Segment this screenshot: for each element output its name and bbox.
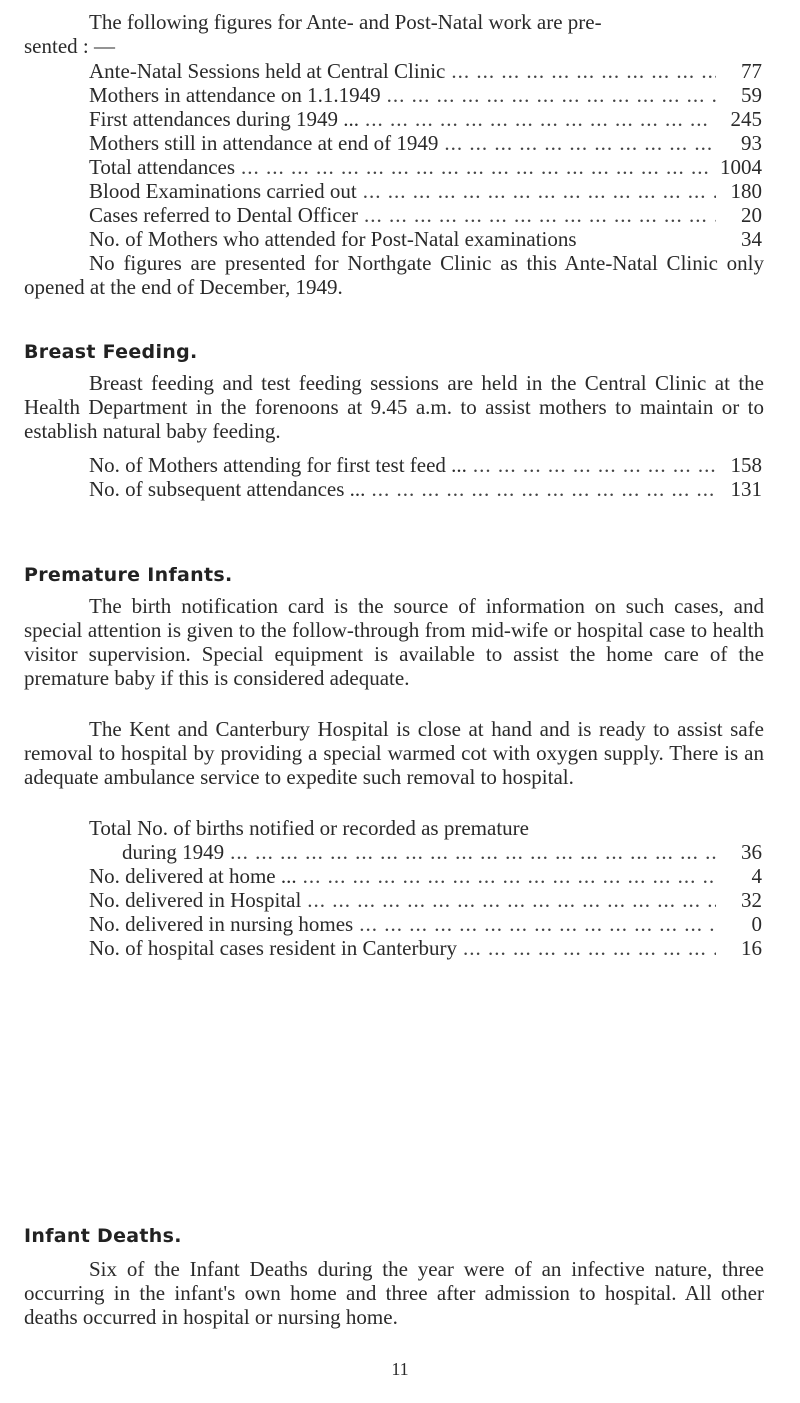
row-label: during 1949 (122, 840, 225, 864)
dot-leader (359, 912, 716, 936)
row-label: Blood Examinations carried out (89, 179, 357, 203)
dot-leader (364, 203, 716, 227)
antenatal-row (89, 83, 762, 107)
premature-total-label: Total No. of births notified or recorded as premature (89, 816, 529, 840)
row-value: 32 (741, 888, 762, 912)
dot-leader (365, 107, 716, 131)
row-label: Mothers still in attendance at end of 1949 (89, 131, 439, 155)
row-label: No. delivered in Hospital (89, 888, 302, 912)
row-value: 4 (751, 864, 762, 888)
antenatal-intro (24, 10, 764, 58)
row-value: 0 (751, 912, 762, 936)
row-label: No. of Mothers who attended for Post-Natal examinations (89, 227, 577, 251)
premature-row (89, 840, 762, 864)
row-label: Ante-Natal Sessions held at Central Clinic (89, 59, 446, 83)
row-value: 93 (741, 131, 762, 155)
antenatal-row (89, 155, 762, 179)
dot-leader (463, 936, 716, 960)
row-value: 180 (730, 179, 762, 203)
premature-row (89, 912, 762, 936)
row-value: 34 (741, 227, 762, 251)
dot-leader (303, 864, 716, 888)
row-value: 59 (741, 83, 762, 107)
section-heading-infant-deaths: Infant Deaths. (24, 1225, 182, 1247)
dot-leader (387, 83, 716, 107)
antenatal-row (89, 179, 762, 203)
antenatal-row (89, 227, 762, 251)
row-value: 245 (730, 107, 762, 131)
page-number: 11 (391, 1359, 409, 1379)
section-heading-premature-infants: Premature Infants. (24, 564, 233, 586)
antenatal-row (89, 107, 762, 131)
row-value: 158 (730, 453, 762, 477)
row-value: 1004 (720, 155, 762, 179)
infant-deaths-paragraph: Six of the Infant Deaths during the year were of an infective nature, three occurring in the infant's own home and three after admission to hospital. All other deaths occurred in hospital or nursing home. (24, 1257, 764, 1329)
row-label: Total attendances (89, 155, 236, 179)
row-label: No. delivered at home ... (89, 864, 297, 888)
breast-feeding-paragraph: Breast feeding and test feeding sessions are held in the Central Clinic at the Health Department in the forenoons at 9.45 a.m. to assist mothers to maintain or to establish natural baby feeding. (24, 371, 764, 443)
row-label: First attendances during 1949 ... (89, 107, 360, 131)
row-label: No. of Mothers attending for first test feed ... (89, 453, 467, 477)
premature-row (89, 888, 762, 912)
row-label: Mothers in attendance on 1.1.1949 (89, 83, 381, 107)
premature-row (89, 936, 762, 960)
dot-leader (451, 59, 716, 83)
dot-leader (444, 131, 716, 155)
intro-line-1: The following figures for Ante- and Post-Natal work are pre- (89, 10, 602, 34)
row-label: No. delivered in nursing homes (89, 912, 354, 936)
row-value: 77 (741, 59, 762, 83)
row-value: 131 (730, 477, 762, 501)
antenatal-row (89, 203, 762, 227)
premature-row (89, 864, 762, 888)
premature-paragraph-2: The Kent and Canterbury Hospital is close at hand and is ready to assist safe removal to hospital by providing a special warmed cot with oxygen supply. There is an adequate ambulance service to expedite such removal to hospital. (24, 717, 764, 789)
dot-leader (307, 888, 716, 912)
breast-feeding-row (89, 453, 762, 477)
antenatal-note: No figures are presented for Northgate Clinic as this Ante-Natal Clinic only opened at the end of December, 1949. (24, 251, 764, 299)
dot-leader (371, 477, 716, 501)
intro-line-2: sented : — (24, 34, 115, 58)
row-label: No. of hospital cases resident in Canterbury (89, 936, 457, 960)
dot-leader (241, 155, 714, 179)
dot-leader (363, 179, 716, 203)
row-value: 36 (741, 840, 762, 864)
dot-leader (473, 453, 716, 477)
row-label: Cases referred to Dental Officer (89, 203, 358, 227)
premature-paragraph-1: The birth notification card is the source of information on such cases, and special attention is given to the follow-through from mid-wife or hospital case to health visitor supervision. Special equipment is available to assist the home care of the premature baby if this is considered adequate. (24, 594, 764, 690)
row-value: 16 (741, 936, 762, 960)
antenatal-row (89, 59, 762, 83)
section-heading-breast-feeding: Breast Feeding. (24, 341, 198, 363)
dot-leader (230, 840, 716, 864)
antenatal-row (89, 131, 762, 155)
row-value: 20 (741, 203, 762, 227)
row-label: No. of subsequent attendances ... (89, 477, 366, 501)
breast-feeding-row (89, 477, 762, 501)
